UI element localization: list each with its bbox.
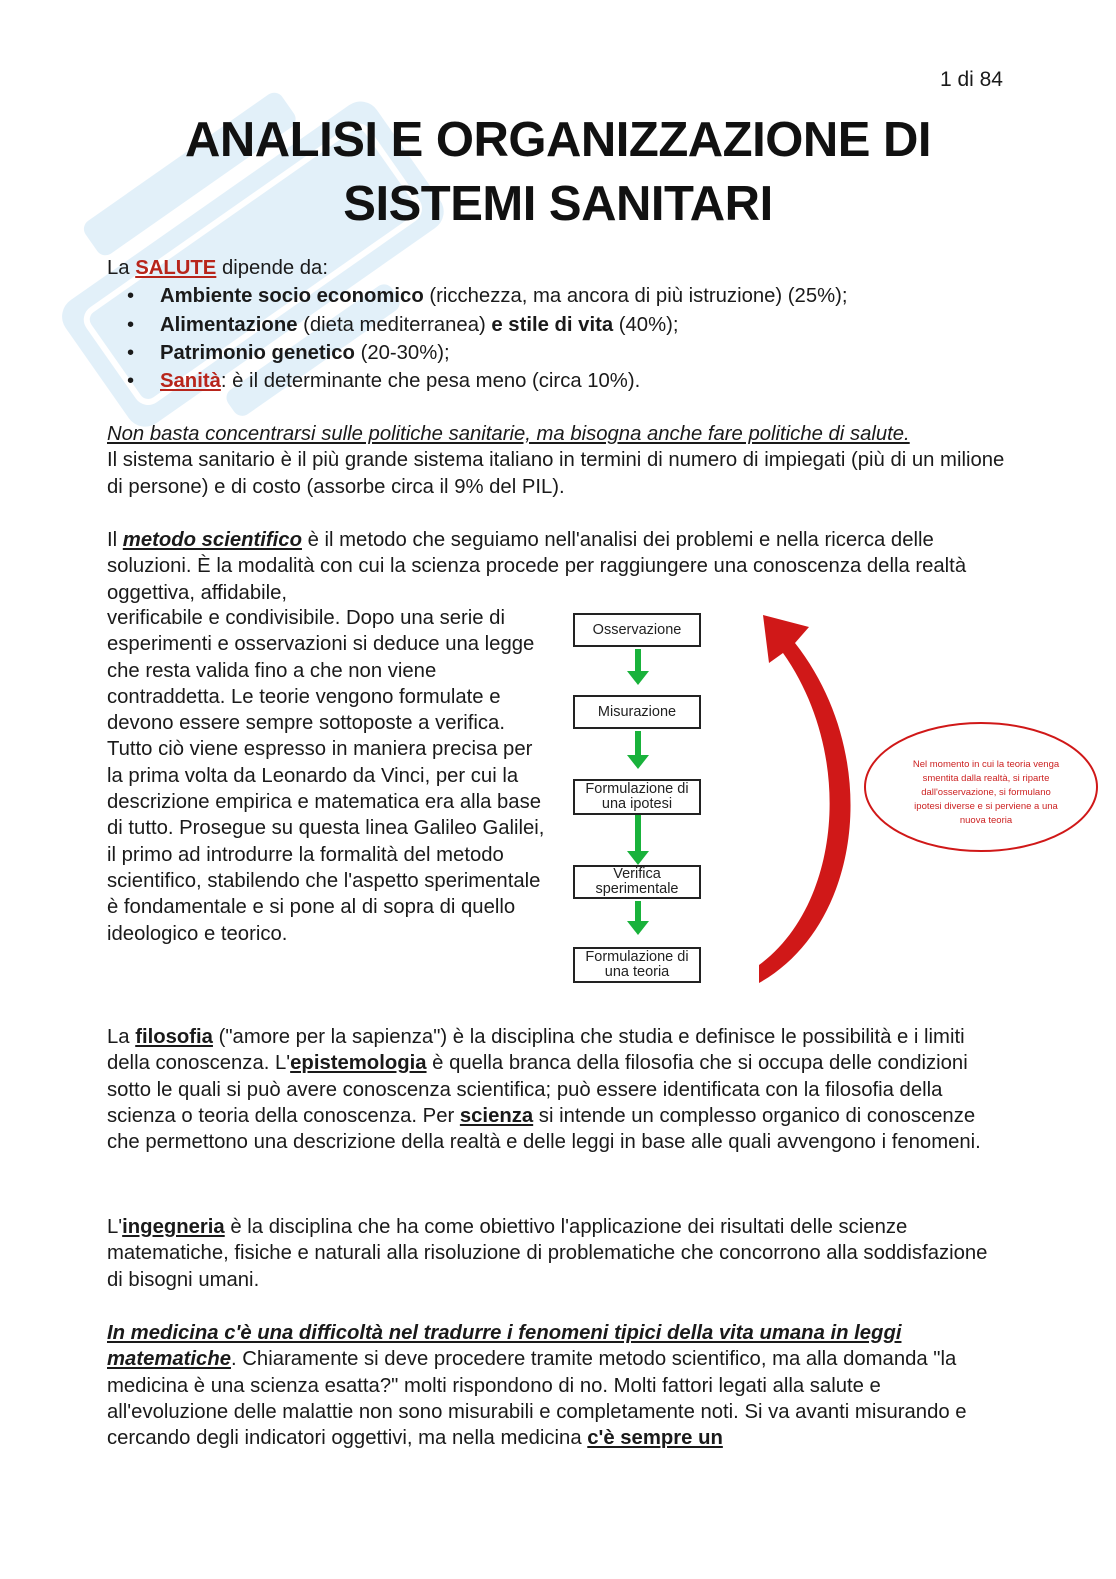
flow-step-teoria: Formulazione di una teoria <box>573 947 701 983</box>
politiche-section <box>107 421 1007 500</box>
title-line-1: ANALISI E ORGANIZZAZIONE DI <box>185 113 931 167</box>
flow-step-ipotesi: Formulazione di una ipotesi <box>573 779 701 815</box>
metodo-intro-text: è il metodo che seguiamo nell'analisi dei problemi e nella ricerca delle soluzioni. È la modalità con cui la scienza procede per raggiungere una conoscenza della realtà oggettiva, affidabile, <box>107 529 967 604</box>
list-item <box>107 283 1007 309</box>
step-arrow <box>627 813 649 865</box>
metodo-column-text: verificabile e condivisibile. Dopo una serie di esperimenti e osservazioni si deduce una legge che resta valida fino a che non viene contraddetta. Le teorie vengono formulate e devono essere sempre sottoposte a verifica. Tutto ciò viene espresso in maniera precisa per la prima volta da Leonardo da Vinci, per cui la descrizione empirica e matematica era alla base di tutto. Prosegue su questa linea Galileo Galilei, il primo ad introdurre la formalità del metodo scientifico, stabilendo che l'aspetto sperimentale è fondamentale e si pone al di sopra di quello ideologico e teorico. <box>107 607 545 945</box>
item-bold: Patrimonio genetico <box>160 341 355 364</box>
item-bold: e stile di vita <box>491 313 614 336</box>
salute-intro-suffix: dipende da: <box>216 257 328 279</box>
medicina-keyword: c'è sempre un <box>587 1427 723 1450</box>
page-number: 1 di 84 <box>939 68 1003 91</box>
item-text: (ricchezza, ma ancora di più istruzione) (25%); <box>423 285 848 308</box>
filosofia-section <box>107 1024 1007 1155</box>
determinants-list <box>107 283 1007 394</box>
ingegneria-text: è la disciplina che ha come obiettivo l'applicazione dei risultati delle scienze matematiche, fisiche e naturali alla risoluzione di problematiche che concorrono alla soddisfazione di bisogni umani. <box>107 1216 988 1291</box>
filosofia-keyword: filosofia <box>135 1026 213 1048</box>
ingegneria-section <box>107 1214 1007 1293</box>
scienza-keyword: scienza <box>459 1104 534 1127</box>
medicina-text: . Chiaramente si deve procedere tramite metodo scientifico, ma alla domanda "la medicina è una scienza esatta?" molti rispondono di no. Molti fattori legati alla salute e all'evoluzione delle malattie non sono misurabili e completamente noti. Si va avanti misurando e cercando degli indicatori oggettivi, ma nella medicina <box>107 1348 967 1450</box>
callout-text: Nel momento in cui la teoria venga smentita dalla realtà, si riparte dall'osservazione, si formulano ipotesi diverse e si perviene a una nuova teoria <box>912 759 1060 826</box>
item-text: (dieta mediterranea) <box>297 313 492 336</box>
item-text: (40%); <box>613 313 679 336</box>
list-item <box>107 368 1007 394</box>
salute-intro-prefix: La <box>107 257 136 279</box>
item-text: : è il determinante che pesa meno (circa 10%). <box>220 370 641 393</box>
flow-step-verifica: Verifica sperimentale <box>573 865 701 899</box>
title-line-2: SISTEMI SANITARI <box>343 177 773 231</box>
metodo-prefix: Il <box>107 529 123 551</box>
metodo-intro <box>107 527 1007 606</box>
scientific-method-diagram <box>563 605 1103 990</box>
flow-step-misurazione: Misurazione <box>573 695 701 729</box>
salute-section <box>107 255 1007 396</box>
sanita-keyword: Sanità <box>160 370 221 393</box>
filosofia-text: è quella branca della filosofia che si occupa delle condizioni sotto le quali si può avere conoscenza scientifica; può essere identificata con la filosofia della scienza o teoria della conoscenza. Per <box>107 1052 968 1127</box>
step-arrow <box>627 731 649 769</box>
item-bold: Ambiente socio economico <box>160 285 424 308</box>
medicina-section <box>107 1320 1007 1451</box>
metodo-keyword: metodo scientifico <box>122 529 302 551</box>
salute-keyword: SALUTE <box>135 257 217 279</box>
filosofia-text: ("amore per la sapienza") è la disciplina che studia e definisce le possibilità e i limiti della conoscenza. L' <box>107 1026 965 1075</box>
step-arrow <box>627 649 649 685</box>
politiche-text: Il sistema sanitario è il più grande sistema italiano in termini di numero di impiegati (più di un milione di persone) e di costo (assorbe circa il 9% del PIL). <box>107 449 1005 498</box>
item-text: (20-30%); <box>354 341 450 364</box>
list-item <box>107 340 1007 366</box>
filosofia-text: si intende un complesso organico di conoscenze che permettono una descrizione della realtà e delle leggi in base alle quali avvengono i fenomeni. <box>107 1104 981 1154</box>
medicina-emphasis: In medicina c'è una difficoltà nel tradurre i fenomeni tipici della vita umana in leggi matematiche <box>107 1322 902 1371</box>
step-arrow <box>627 901 649 935</box>
feedback-arrow <box>759 615 851 983</box>
filosofia-text: La <box>107 1026 136 1048</box>
list-item <box>107 312 1007 338</box>
document-title <box>0 108 1116 236</box>
ingegneria-keyword: ingegneria <box>122 1216 225 1238</box>
salute-intro <box>107 255 1007 281</box>
ingegneria-text: L' <box>107 1216 123 1238</box>
politiche-paragraph <box>107 421 1007 500</box>
item-bold: Alimentazione <box>160 313 298 336</box>
politiche-emphasis: Non basta concentrarsi sulle politiche sanitarie, ma bisogna anche fare politiche di salute. <box>107 423 910 445</box>
epistemologia-keyword: epistemologia <box>290 1052 427 1075</box>
flow-step-osservazione: Osservazione <box>573 613 701 647</box>
